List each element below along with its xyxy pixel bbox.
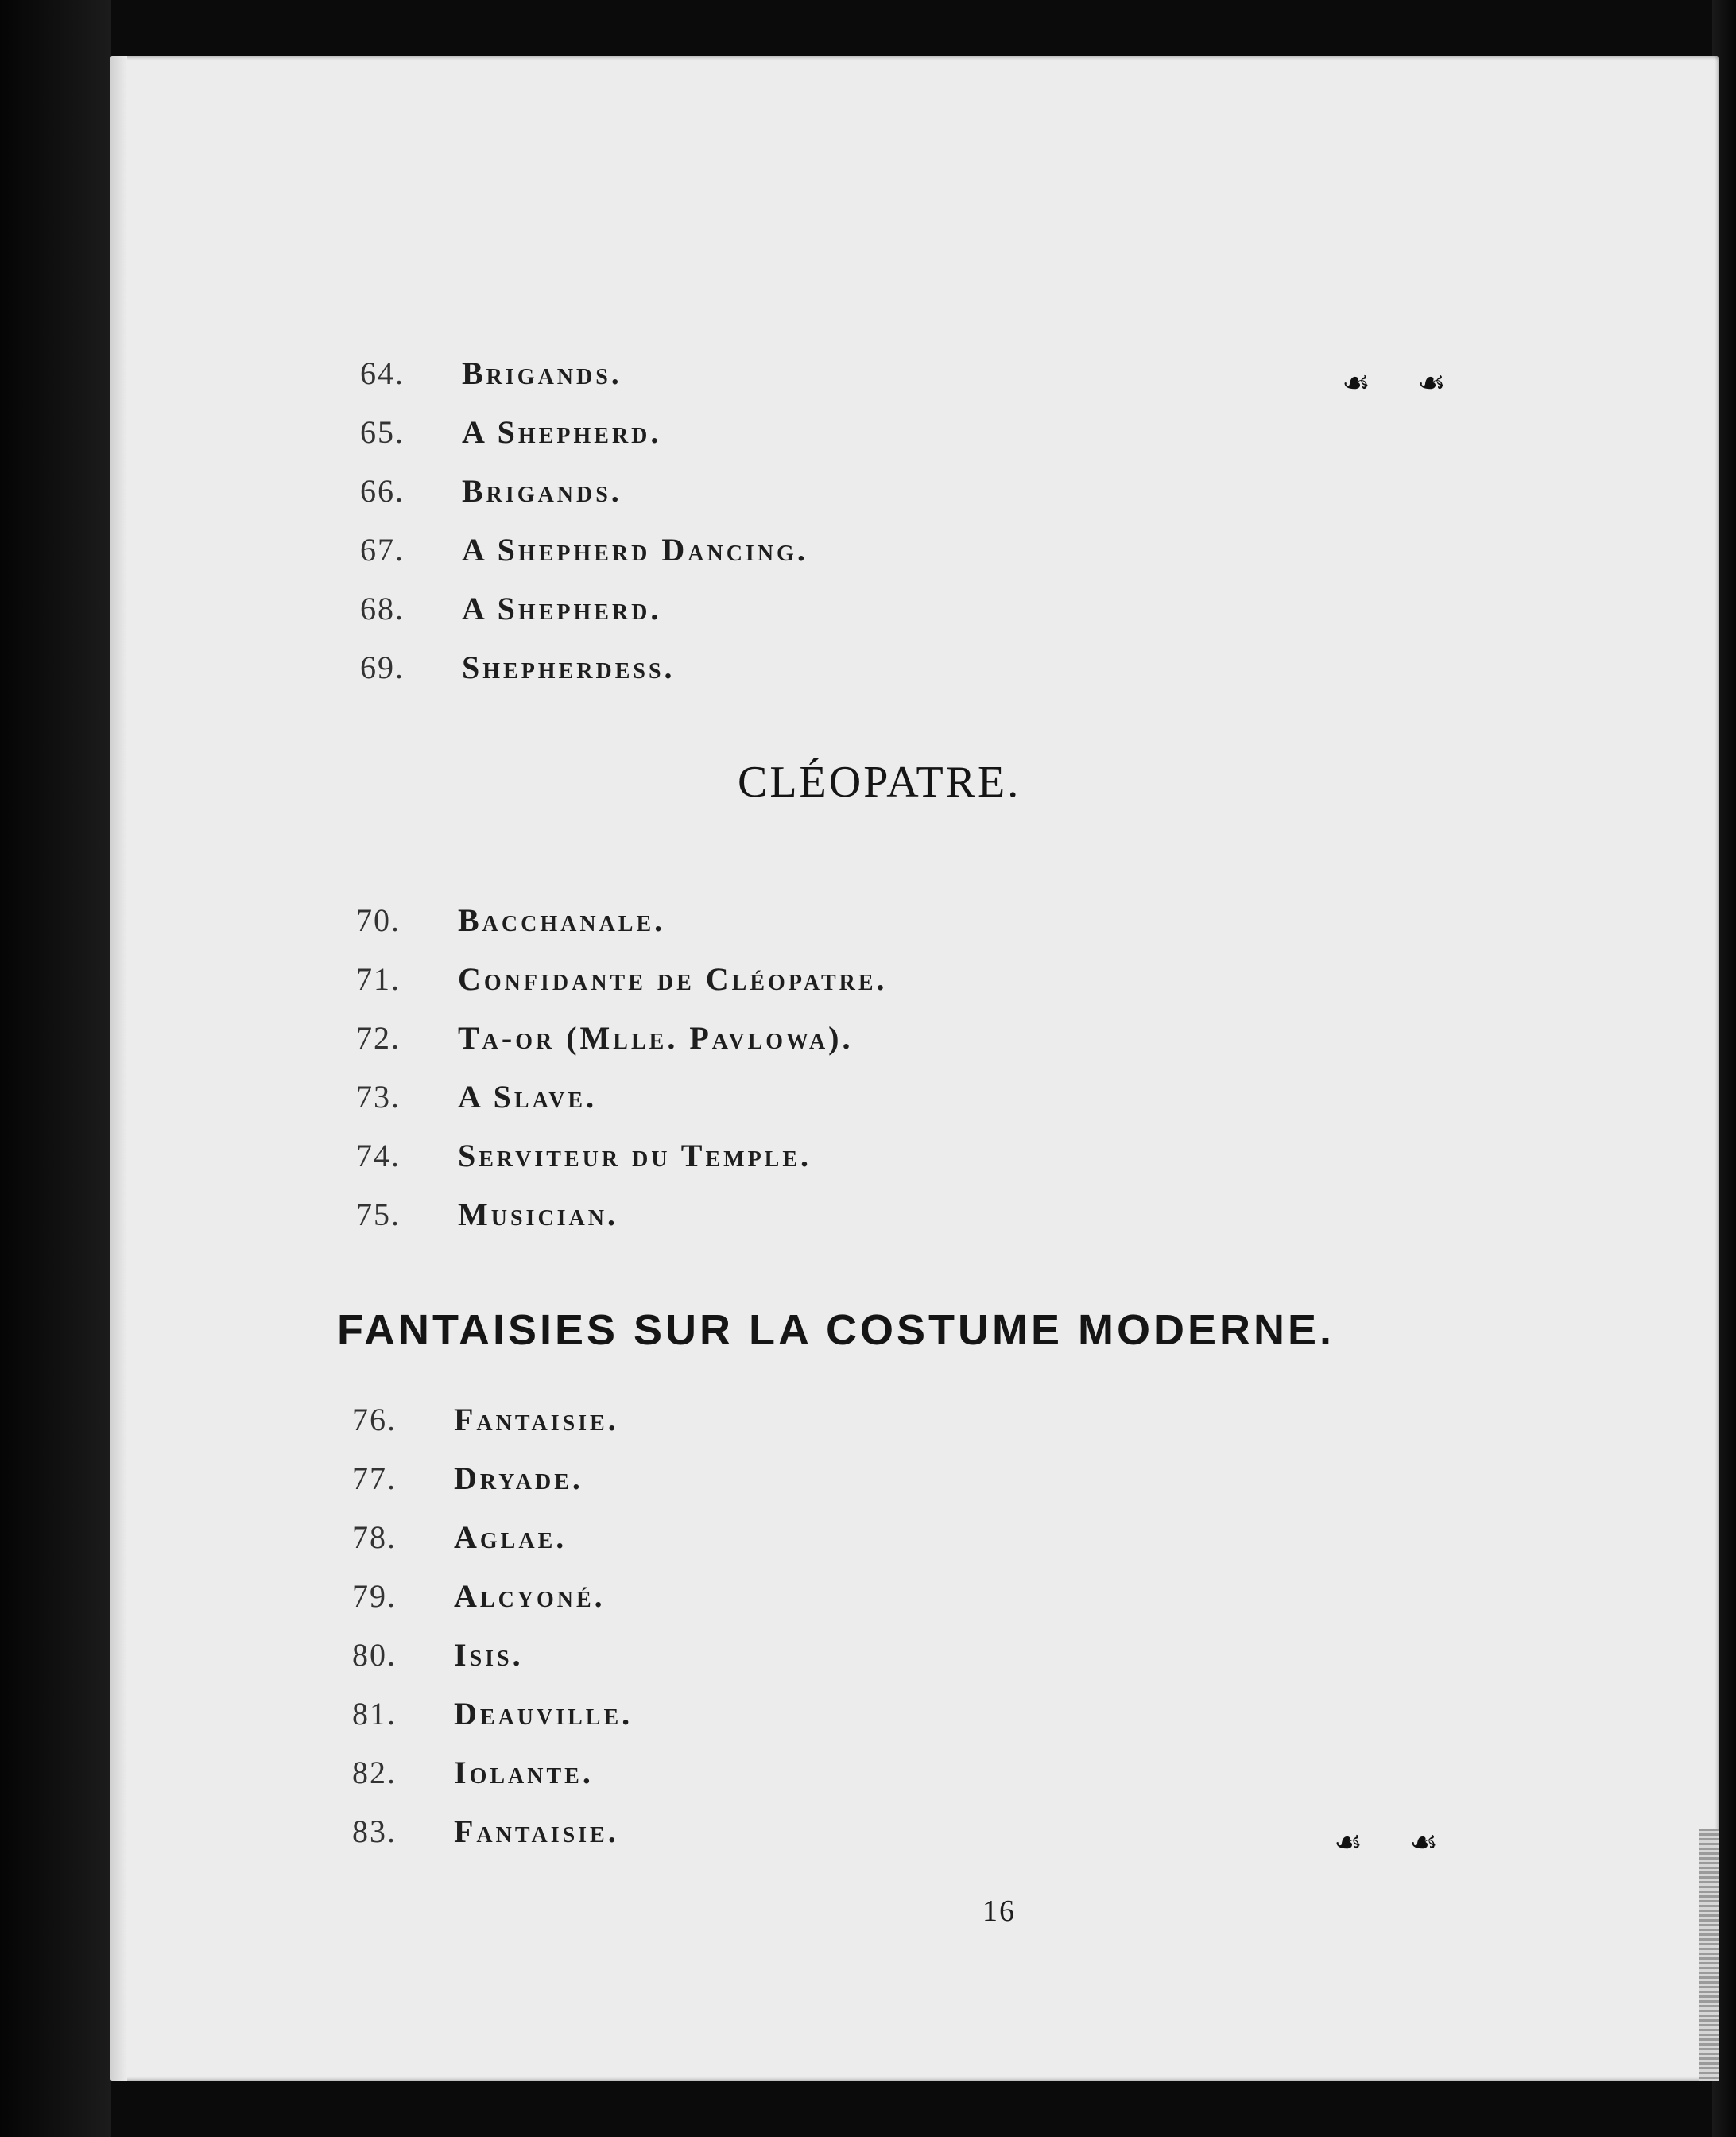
item-name: Serviteur du Temple.	[458, 1138, 812, 1173]
list-item	[356, 1019, 853, 1057]
item-name: A Shepherd.	[462, 414, 662, 450]
fleuron-icon: ☙	[1417, 365, 1446, 401]
item-number: 66.	[360, 473, 405, 509]
item-name: A Shepherd Dancing.	[462, 532, 808, 568]
section-heading-cleopatre: CLÉOPATRE.	[738, 758, 1021, 807]
item-name: Deauville.	[454, 1696, 634, 1732]
item-name: Brigands.	[462, 473, 622, 509]
item-number: 71.	[356, 961, 401, 997]
list-item	[352, 1636, 524, 1674]
item-name: Shepherdess.	[462, 650, 676, 685]
item-name: Fantaisie.	[454, 1402, 619, 1437]
fleuron-icon: ☙	[1342, 365, 1370, 401]
item-name: Iolante.	[454, 1755, 594, 1790]
list-item	[352, 1577, 606, 1615]
item-number: 70.	[356, 902, 401, 938]
item-name: Aglae.	[454, 1519, 568, 1555]
item-number: 72.	[356, 1020, 401, 1056]
item-name: Brigands.	[462, 355, 622, 391]
item-name: Confidante de Cléopatre.	[458, 961, 888, 997]
list-item	[356, 902, 665, 940]
list-item	[352, 1813, 619, 1851]
list-item	[360, 649, 676, 687]
item-name: Fantaisie.	[454, 1813, 619, 1849]
item-number: 69.	[360, 650, 405, 685]
item-number: 74.	[356, 1138, 401, 1173]
item-number: 80.	[352, 1637, 397, 1673]
list-item	[352, 1518, 567, 1557]
page-edge-leaves	[1699, 1829, 1719, 2081]
item-number: 67.	[360, 532, 405, 568]
item-number: 83.	[352, 1813, 397, 1849]
item-name: Ta-or (Mlle. Pavlowa).	[458, 1020, 854, 1056]
list-item	[356, 1137, 812, 1175]
item-number: 73.	[356, 1079, 401, 1115]
list-item	[356, 1196, 618, 1234]
list-item	[360, 472, 622, 510]
list-item	[352, 1754, 594, 1792]
list-item	[352, 1695, 633, 1733]
list-item	[360, 590, 661, 628]
list-item	[352, 1460, 583, 1498]
document-page	[110, 56, 1719, 2081]
item-name: A Shepherd.	[462, 591, 662, 626]
item-number: 78.	[352, 1519, 397, 1555]
list-item	[360, 531, 808, 569]
item-number: 68.	[360, 591, 405, 626]
item-name: A Slave.	[458, 1079, 598, 1115]
list-item	[360, 413, 661, 452]
list-item	[360, 355, 622, 393]
list-item	[356, 960, 888, 999]
list-item	[356, 1078, 597, 1116]
section-heading-fantaisies: FANTAISIES SUR LA COSTUME MODERNE.	[337, 1306, 1335, 1354]
item-number: 64.	[360, 355, 405, 391]
item-name: Isis.	[454, 1637, 524, 1673]
item-number: 82.	[352, 1755, 397, 1790]
film-frame-left	[0, 0, 111, 2137]
item-name: Bacchanale.	[458, 902, 666, 938]
item-name: Musician.	[458, 1196, 619, 1232]
item-number: 76.	[352, 1402, 397, 1437]
fleuron-icon: ☙	[1409, 1825, 1438, 1861]
list-item	[352, 1401, 619, 1439]
item-number: 77.	[352, 1460, 397, 1496]
item-number: 65.	[360, 414, 405, 450]
page-number: 16	[982, 1895, 1016, 1928]
item-name: Dryade.	[454, 1460, 583, 1496]
item-number: 79.	[352, 1578, 397, 1614]
item-number: 75.	[356, 1196, 401, 1232]
page-edge-shadow	[110, 56, 127, 2081]
item-name: Alcyoné.	[454, 1578, 606, 1614]
item-number: 81.	[352, 1696, 397, 1732]
fleuron-icon: ☙	[1334, 1825, 1362, 1861]
